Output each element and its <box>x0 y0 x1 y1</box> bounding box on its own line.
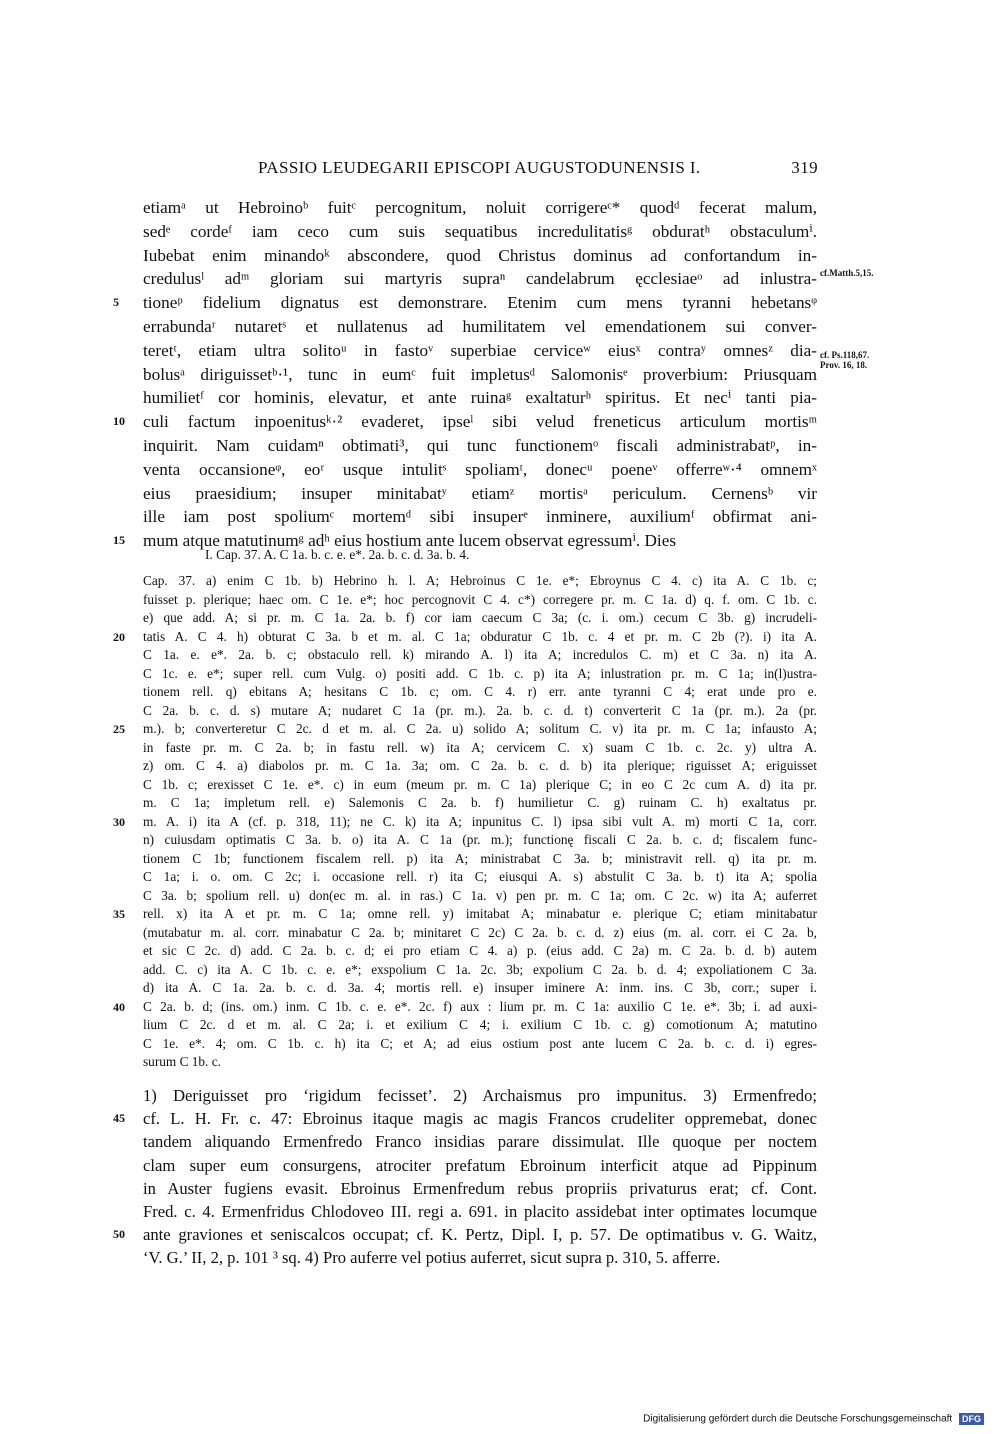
main-text <box>113 196 817 553</box>
line-text: Iubebat enim minandoᵏ abscondere, quod Christus dominus ad confortandum in- <box>143 245 817 265</box>
text-line <box>113 291 817 315</box>
footnote-line <box>143 1130 817 1153</box>
apparatus-line <box>143 850 817 869</box>
line-text: culi factum inpoenitusᵏ·² evaderet, ipseˡ sibi velud freneticus articulum mortisᵐ <box>143 412 817 432</box>
line-number: 25 <box>113 722 125 736</box>
dfg-logo: DFG <box>959 1413 984 1425</box>
line-text: e) que add. A; si pr. m. C 1a. 2a. b. f) cor iam caecum C 3a; (c. i. om.) cecum C 3b. g) incrudeli- <box>143 610 817 625</box>
line-text: tioneᵖ fidelium dignatus est demonstrare. Etenim cum mens tyranni hebetansᵠ <box>143 293 817 313</box>
line-text: lium C 2c. d et m. al. C 2a; i. et exilium C 4; i. exilium C 1b. c. g) comotionum A; matutino <box>143 1017 817 1032</box>
line-text: humilietᶠ cor hominis, elevatur, et ante ruinaᵍ exaltaturʰ spiritus. Et necⁱ tanti pia- <box>143 388 817 408</box>
footnote-line <box>143 1084 817 1107</box>
page-title: PASSIO LEUDEGARII EPISCOPI AUGUSTODUNENSIS I. <box>258 158 701 177</box>
line-text: C 1a. e. e*. 2a. b. c; obstaculo rell. k) mirando A. l) ita A; incredulos C. m) et C 3a. n) ita A. <box>143 647 817 662</box>
apparatus-line <box>143 794 817 813</box>
apparatus-line <box>143 961 817 980</box>
footer-credit <box>643 1413 984 1425</box>
line-number: 15 <box>113 533 125 548</box>
line-text: bolusᵃ diriguissetᵇ·¹, tunc in eumᶜ fuit impletusᵈ Salomonisᵉ proverbium: Priusquam <box>143 364 817 384</box>
apparatus-line <box>143 868 817 887</box>
line-text: tionem C 1b; functionem fiscalem rell. p) ita A; ministrabat C 3a. b; ministravit rell. q) ita pr. m. <box>143 850 817 866</box>
text-line <box>143 482 817 506</box>
line-text: inquirit. Nam cuidamⁿ obtimati³, qui tunc functionemᵒ fiscali administrabatᵖ, in- <box>143 435 817 455</box>
line-text: mum atque matutinumᵍ adʰ eius hostium ante lucem observat egressumⁱ. Dies <box>143 531 677 551</box>
apparatus-line <box>113 628 817 647</box>
apparatus-line <box>143 702 817 721</box>
line-text: m.). b; converteretur C 2c. d et m. al. C 2a. u) solido A; solitum C. v) ita pr. m. C 1a; infausto A; <box>143 721 817 736</box>
line-text: tatis A. C 4. h) obturat C 3a. b et m. al. C 1a; obduratur C 1b. c. 4 et pr. m. C 2b (?). i) ita A. <box>143 628 817 644</box>
footnote-line <box>143 1200 817 1223</box>
apparatus-line <box>143 683 817 702</box>
line-text: C 1c. e. e*; super rell. cum Vulg. o) positi add. C 1b. c. p) ita A; inlustration pr. m. C 1a; in(l)ustra- <box>143 665 817 681</box>
apparatus-header-line: I. Cap. 37. A. C 1a. b. c. e. e*. 2a. b. c. d. 3a. b. 4. <box>205 547 470 562</box>
text-line <box>143 339 817 363</box>
line-text: credulusˡ adᵐ gloriam sui martyris supraⁿ candelabrum ęcclesiaeᵒ ad inlustra- <box>143 269 817 289</box>
footnote-line <box>113 1107 817 1130</box>
line-text: eius praesidium; insuper minitabatʸ etiamᶻ mortisᵃ periculum. Cernensᵇ vir <box>143 483 817 503</box>
line-number: 5 <box>113 295 119 310</box>
text-line <box>143 458 817 482</box>
line-text: cf. L. H. Fr. c. 47: Ebroinus itaque magis ac magis Francos crudeliter oppremebat, donec <box>143 1109 817 1129</box>
line-text: C 2a. b. c. d. s) mutare A; nudaret C 1a (pr. m.). 2a. b. c. d. t) converterit C 1a (pr. m.). 2a (pr. <box>143 702 817 718</box>
apparatus-line <box>143 646 817 665</box>
margin-reference: cf.Matth.5,15. <box>820 268 874 278</box>
line-number: 50 <box>113 1227 125 1242</box>
apparatus-line <box>143 1016 817 1035</box>
line-text: Fred. c. 4. Ermenfridus Chlodoveo III. regi a. 691. in placito assidebat inter optimates locumque <box>143 1201 817 1221</box>
line-text: ‘V. G.’ II, 2, p. 101 ³ sq. 4) Pro auferre vel potius auferret, sicut supra p. 310, 5. afferre. <box>143 1248 721 1268</box>
line-text: d) ita A. C 1a. 2a. b. c. d. 3a. 4; mortis rell. e) insuper iminere A: inm. ins. C 3b, corr.; super i. <box>143 980 817 995</box>
line-text: C 3a. b; spolium rell. u) don(ec m. al. in ras.) C 1a. v) pen pr. m. C 1a; om. C 2c. w) ita A; auferret <box>143 887 817 903</box>
footer-text: Digitalisierung gefördert durch die Deutsche Forschungsgemeinschaft <box>643 1413 953 1425</box>
line-number: 35 <box>113 907 125 921</box>
apparatus-line <box>113 720 817 739</box>
footnote-line <box>143 1246 817 1269</box>
apparatus-line <box>143 591 817 610</box>
apparatus-line <box>143 739 817 758</box>
apparatus-line <box>143 1053 817 1072</box>
footnotes <box>113 1084 817 1270</box>
line-number: 40 <box>113 999 125 1014</box>
apparatus-header <box>143 546 817 564</box>
text-line <box>143 505 817 529</box>
line-text: z) om. C 4. a) diabolos pr. m. C 1a. 3a; om. C 2a. b. c. d. b) ita plerique; riguisset A; eriguisset <box>143 758 817 773</box>
line-text: etiamᵃ ut Hebroinoᵇ fuitᶜ percognitum, noluit corrigereᶜ* quodᵈ fecerat malum, <box>143 198 817 217</box>
line-text: fuisset p. plerique; haec om. C 1e. e*; hoc percognovit C 4. c*) corregere pr. m. C 1a. d) q. f. om. C 1b. c. <box>143 591 817 607</box>
line-text: rell. x) ita A et pr. m. C 1a; omne rell. y) imitabat A; minabatur e. plerique C; etiam minitabatur <box>143 906 817 921</box>
line-text: ante graviones et seniscalcos occupat; cf. K. Pertz, Dipl. I, p. 57. De optimatibus v. G. Waitz, <box>143 1225 817 1245</box>
line-text: surum C 1b. c. <box>143 1054 221 1069</box>
text-line <box>113 410 817 434</box>
line-number: 30 <box>113 814 125 829</box>
footnote-line <box>143 1177 817 1200</box>
margin-reference: cf. Ps.118,67. <box>820 350 870 360</box>
apparatus-line <box>143 831 817 850</box>
line-text: ille iam post spoliumᶜ mortemᵈ sibi insuperᵉ inminere, auxiliumᶠ obfirmat ani- <box>143 507 817 527</box>
line-text: m. A. i) ita A (cf. p. 318, 11); ne C. k) ita A; inpunitus C. l) ipsa sibi vult A. m) morti C 1a, corr. <box>143 813 817 829</box>
line-text: (mutabatur m. al. corr. minabatur C 2a. b; minitaret C 2c) C 2a. b. c. d. z) eius (m. al. corr. ei C 2a. b, <box>143 924 817 940</box>
apparatus-line <box>113 905 817 924</box>
line-text: in faste pr. m. C 2a. b; in fastu rell. w) ita A; cervicem C. x) suam C 1b. c. 2c. y) ultra A. <box>143 739 817 755</box>
line-text: et sic C 2c. d) add. C 2a. b. c. d; ei pro etiam C 4. a) p. (eius add. C 2a) m. C 2a. b. d. b) autem <box>143 943 817 958</box>
text-line <box>143 363 817 387</box>
line-text: C 1a; i. o. om. C 2c; i. occasione rell. r) ita C; eiusqui A. s) abstulit C 3a. b. t) ita A; spolia <box>143 869 817 884</box>
line-text: C 1e. e*. 4; om. C 1b. c. h) ita C; et A; ad eius ostium post ante lucem C 2a. b. c. d. i) egres- <box>143 1035 817 1051</box>
line-number: 10 <box>113 414 125 429</box>
footnote-line <box>143 1154 817 1177</box>
apparatus-line <box>143 757 817 776</box>
text-line <box>143 434 817 458</box>
line-text: C 2a. b. d; (ins. om.) inm. C 1b. c. e. e*. 2c. f) aux : lium pr. m. C 1a: auxilio C 1e. e*. 3b; i. ad auxi- <box>143 998 817 1014</box>
apparatus-line <box>143 942 817 961</box>
line-text: m. C 1a; impletum rell. e) Salemonis C 2a. b. f) humilietur C. g) ruinam C. h) exaltatus pr. <box>143 795 817 810</box>
apparatus-line <box>113 998 817 1017</box>
apparatus-line <box>113 813 817 832</box>
line-text: 1) Deriguisset pro ‘rigidum fecisset’. 2) Archaismus pro impunitus. 3) Ermenfredo; <box>143 1086 817 1105</box>
text-line <box>143 196 817 220</box>
apparatus-line <box>143 609 817 628</box>
line-number: 45 <box>113 1111 125 1126</box>
line-text: n) cuiusdam optimatis C 3a. b. o) ita A. C 1a (pr. m.); functionę fiscali C 2a. b. c. d; fiscalem func- <box>143 832 817 847</box>
line-text: sedᵉ cordeᶠ iam ceco cum suis sequatibus incredulitatisᵍ obduratʰ obstaculumⁱ. <box>143 221 817 241</box>
line-text: venta occansioneᵠ, eoʳ usque intulitˢ spoliamᵗ, donecᵘ poeneᵛ offerreʷ·⁴ omnemˣ <box>143 459 817 479</box>
line-text: in Auster fugiens evasit. Ebroinus Ermenfredum rebus propriis privaturus erat; cf. Cont. <box>143 1178 817 1198</box>
line-text: errabundaʳ nutaretˢ et nullatenus ad humilitatem vel emendationem sui conver- <box>143 316 817 336</box>
text-line <box>143 220 817 244</box>
apparatus-line <box>143 1035 817 1054</box>
margin-reference: Prov. 16, 18. <box>820 360 868 370</box>
line-text: tandem aliquando Ermenfredo Franco insidias parare dissimulat. Ille quoque per noctem <box>143 1132 817 1152</box>
line-text: clam super eum consurgens, atrociter prefatum Ebroinum interficit atque ad Pippinum <box>143 1155 817 1175</box>
apparatus-line <box>143 572 817 591</box>
line-text: teretᵗ, etiam ultra solitoᵘ in fastoᵛ superbiae cerviceʷ eiusˣ contraʸ omnesᶻ dia- <box>143 340 817 360</box>
text-line <box>143 267 817 291</box>
line-text: add. C. c) ita A. C 1b. c. e. e*; exspolium C 1a. 2c. 3b; expolium C 2a. b. d. 4; expoliationem C 3a. <box>143 961 817 977</box>
line-text: C 1b. c; erexisset C 1e. e*. c) in eum (meum pr. m. C 1a) plerique C; in eo C 2c cum A. d) ita pr. <box>143 776 817 792</box>
apparatus-line <box>143 979 817 998</box>
text-line <box>143 315 817 339</box>
text-line <box>143 244 817 268</box>
apparatus-line <box>143 924 817 943</box>
apparatus-line <box>143 665 817 684</box>
line-number: 20 <box>113 629 125 644</box>
page-number: 319 <box>791 158 818 177</box>
line-text: tionem rell. q) ebitans A; hesitans C 1b. c; om. C 4. r) err. ante tyranni C 4; erat unde pro e. <box>143 684 817 699</box>
apparatus-line <box>143 776 817 795</box>
footnote-line <box>113 1223 817 1246</box>
critical-apparatus <box>113 572 817 1072</box>
text-line <box>143 386 817 410</box>
line-text: Cap. 37. a) enim C 1b. b) Hebrino h. l. A; Hebroinus C 1e. e*; Ebroynus C 4. c) ita A. C 1b. c; <box>143 573 817 588</box>
apparatus-line <box>143 887 817 906</box>
